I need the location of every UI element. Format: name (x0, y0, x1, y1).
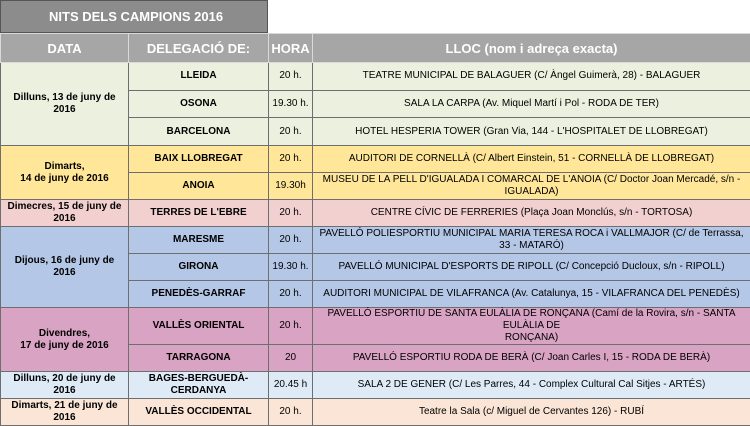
lloc-cell (313, 308, 750, 345)
delegacio-cell: BAGES-BERGUEDÀ-CERDANYA (129, 372, 269, 399)
delegacio-cell: ANOIA (129, 173, 269, 200)
date-line1: Divendres, (3, 328, 126, 340)
hora-cell: 19.30 h. (269, 90, 313, 118)
header-lloc: LLOC (nom i adreça exacta) (313, 34, 750, 63)
header-data: DATA (1, 34, 129, 63)
hora-cell: 20 h. (269, 146, 313, 173)
lloc-cell: AUDITORI DE CORNELLÀ (C/ Albert Einstein, 51 - CORNELLÀ DE LLOBREGAT) (313, 146, 750, 173)
date-cell: Dimarts, 21 de juny de 2016 (1, 399, 129, 426)
date-cell: Dilluns, 13 de juny de 2016 (1, 63, 129, 146)
hora-cell: 20 h. (269, 200, 313, 227)
date-line1: Dimarts, (3, 161, 126, 173)
lloc-cell: SALA LA CARPA (Av. Miquel Martí i Pol - RODA DE TER) (313, 90, 750, 118)
date-cell (1, 308, 129, 372)
delegacio-cell: VALLÈS ORIENTAL (129, 308, 269, 345)
date-line2: 14 de juny de 2016 (3, 173, 126, 185)
delegacio-cell: PENEDÈS-GARRAF (129, 281, 269, 308)
table-row (1, 399, 750, 426)
hora-cell: 19.30 h. (269, 254, 313, 281)
delegacio-cell: VALLÈS OCCIDENTAL (129, 399, 269, 426)
hora-cell: 20.45 h (269, 372, 313, 399)
lloc-cell: PAVELLÓ ESPORTIU RODA DE BERÀ (C/ Joan Carles I, 15 - RODA DE BERÀ) (313, 345, 750, 372)
lloc-cell: AUDITORI MUNICIPAL DE VILAFRANCA (Av. Catalunya, 15 - VILAFRANCA DEL PENEDÈS) (313, 281, 750, 308)
delegacio-cell: TERRES DE L'EBRE (129, 200, 269, 227)
hora-cell: 20 h. (269, 399, 313, 426)
table-row (1, 63, 750, 91)
date-cell: Dimecres, 15 de juny de 2016 (1, 200, 129, 227)
hora-cell: 20 h. (269, 281, 313, 308)
lloc-cell: TEATRE MUNICIPAL DE BALAGUER (C/ Àngel Guimerà, 28) - BALAGUER (313, 63, 750, 91)
lloc-cell: Teatre la Sala (c/ Miguel de Cervantes 126) - RUBÍ (313, 399, 750, 426)
date-cell: Dijous, 16 de juny de 2016 (1, 227, 129, 308)
table-row (1, 308, 750, 345)
hora-cell: 20 h. (269, 63, 313, 91)
table-row (1, 372, 750, 399)
hora-cell: 20 h. (269, 308, 313, 345)
header-delegacio: DELEGACIÓ DE: (129, 34, 269, 63)
lloc-line1: PAVELLÓ ESPORTIU DE SANTA EULÀLIA DE RONÇANA (Camí de la Rovira, s/n - SANTA EULÀLIA DE (315, 308, 748, 332)
events-table (0, 33, 750, 426)
lloc-cell: SALA 2 DE GENER (C/ Les Parres, 44 - Complex Cultural Cal Sitjes - ARTÉS) (313, 372, 750, 399)
lloc-cell: MUSEU DE LA PELL D'IGUALADA I COMARCAL DE L'ANOIA (C/ Doctor Joan Mercadé, s/n - IGUALADA) (313, 173, 750, 200)
table-row (1, 200, 750, 227)
header-hora: HORA (269, 34, 313, 63)
hora-cell: 19.30h (269, 173, 313, 200)
hora-cell: 20 h. (269, 118, 313, 146)
page-title: NITS DELS CAMPIONS 2016 (0, 0, 268, 33)
lloc-cell: PAVELLÓ MUNICIPAL D'ESPORTS DE RIPOLL (C/ Concepció Ducloux, s/n - RIPOLL) (313, 254, 750, 281)
delegacio-cell: LLEIDA (129, 63, 269, 91)
hora-cell: 20 h. (269, 227, 313, 254)
date-cell: Dilluns, 20 de juny de 2016 (1, 372, 129, 399)
date-cell (1, 146, 129, 200)
lloc-cell: HOTEL HESPERIA TOWER (Gran Via, 144 - L'HOSPITALET DE LLOBREGAT) (313, 118, 750, 146)
hora-cell: 20 (269, 345, 313, 372)
delegacio-cell: MARESME (129, 227, 269, 254)
delegacio-cell: OSONA (129, 90, 269, 118)
delegacio-cell: BARCELONA (129, 118, 269, 146)
table-row (1, 227, 750, 254)
delegacio-cell: TARRAGONA (129, 345, 269, 372)
delegacio-cell: BAIX LLOBREGAT (129, 146, 269, 173)
lloc-line2: RONÇANA) (315, 332, 748, 344)
delegacio-cell: GIRONA (129, 254, 269, 281)
lloc-cell: CENTRE CÍVIC DE FERRERIES (Plaça Joan Monclús, s/n - TORTOSA) (313, 200, 750, 227)
table-row (1, 146, 750, 173)
date-line2: 17 de juny de 2016 (3, 340, 126, 352)
lloc-cell: PAVELLÓ POLIESPORTIU MUNICIPAL MARIA TERESA ROCA i VALLMAJOR (C/ de Terrassa, 33 - MATARÓ) (313, 227, 750, 254)
